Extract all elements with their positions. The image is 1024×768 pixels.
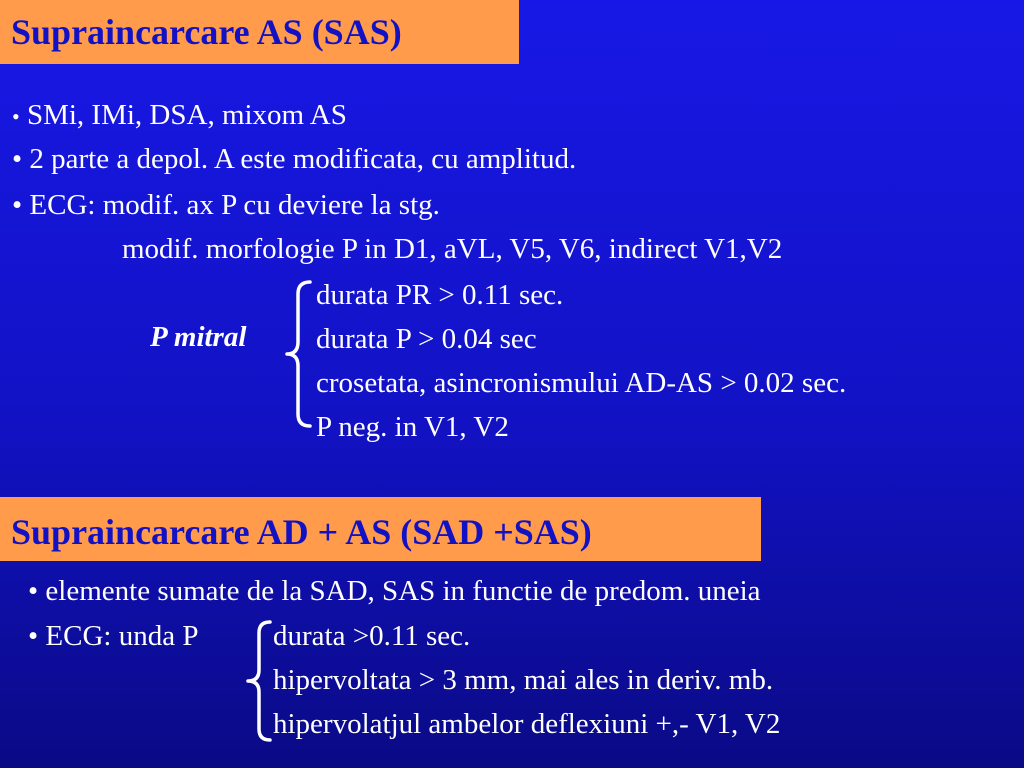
bullet-icon: •: [12, 104, 20, 129]
section1-indent-line: [122, 235, 782, 264]
section1-bullet-2-text: 2 parte a depol. A este modificata, cu amplitud.: [29, 143, 577, 175]
section1-title-text: Supraincarcare AS (SAS): [11, 12, 402, 52]
section2-bullet-2-text: ECG: unda P: [45, 620, 199, 652]
p-mitral-item-1: durata PR > 0.11 sec.: [316, 279, 564, 311]
p-mitral-label: P mitral: [150, 321, 247, 353]
p-mitral-item-3: crosetata, asincronismului AD-AS > 0.02 sec.: [316, 367, 847, 399]
left-brace-icon: [284, 280, 314, 428]
section2-bullet-1: [28, 577, 761, 606]
left-brace-icon: [244, 620, 274, 742]
bullet-icon: •: [12, 189, 23, 221]
bullet-icon: •: [28, 575, 39, 607]
p-mitral-item-2: durata P > 0.04 sec: [316, 323, 537, 355]
section1-bullet-2: [12, 145, 576, 174]
section1-indent-line-text: modif. morfologie P in D1, aVL, V5, V6, indirect V1,V2: [122, 233, 783, 265]
section2-bullet-2: [28, 622, 198, 651]
section1-bullet-1: [12, 101, 347, 130]
section2-title-text: Supraincarcare AD + AS (SAD +SAS): [11, 512, 592, 552]
unda-p-item-1: durata >0.11 sec.: [273, 620, 471, 652]
section1-bullet-3: [12, 191, 440, 220]
section1-bullet-3-text: ECG: modif. ax P cu deviere la stg.: [29, 189, 440, 221]
section2-title: [0, 497, 761, 561]
bullet-icon: •: [12, 143, 23, 175]
bullet-icon: •: [28, 620, 39, 652]
section2-bullet-1-text: elemente sumate de la SAD, SAS in functie de predom. uneia: [45, 575, 761, 607]
unda-p-item-3: hipervolatjul ambelor deflexiuni +,- V1, V2: [273, 708, 781, 740]
p-mitral-item-4: P neg. in V1, V2: [316, 411, 509, 443]
section1-title: [0, 0, 519, 64]
section1-bullet-1-text: SMi, IMi, DSA, mixom AS: [26, 99, 347, 131]
unda-p-item-2: hipervoltata > 3 mm, mai ales in deriv. mb.: [273, 664, 774, 696]
